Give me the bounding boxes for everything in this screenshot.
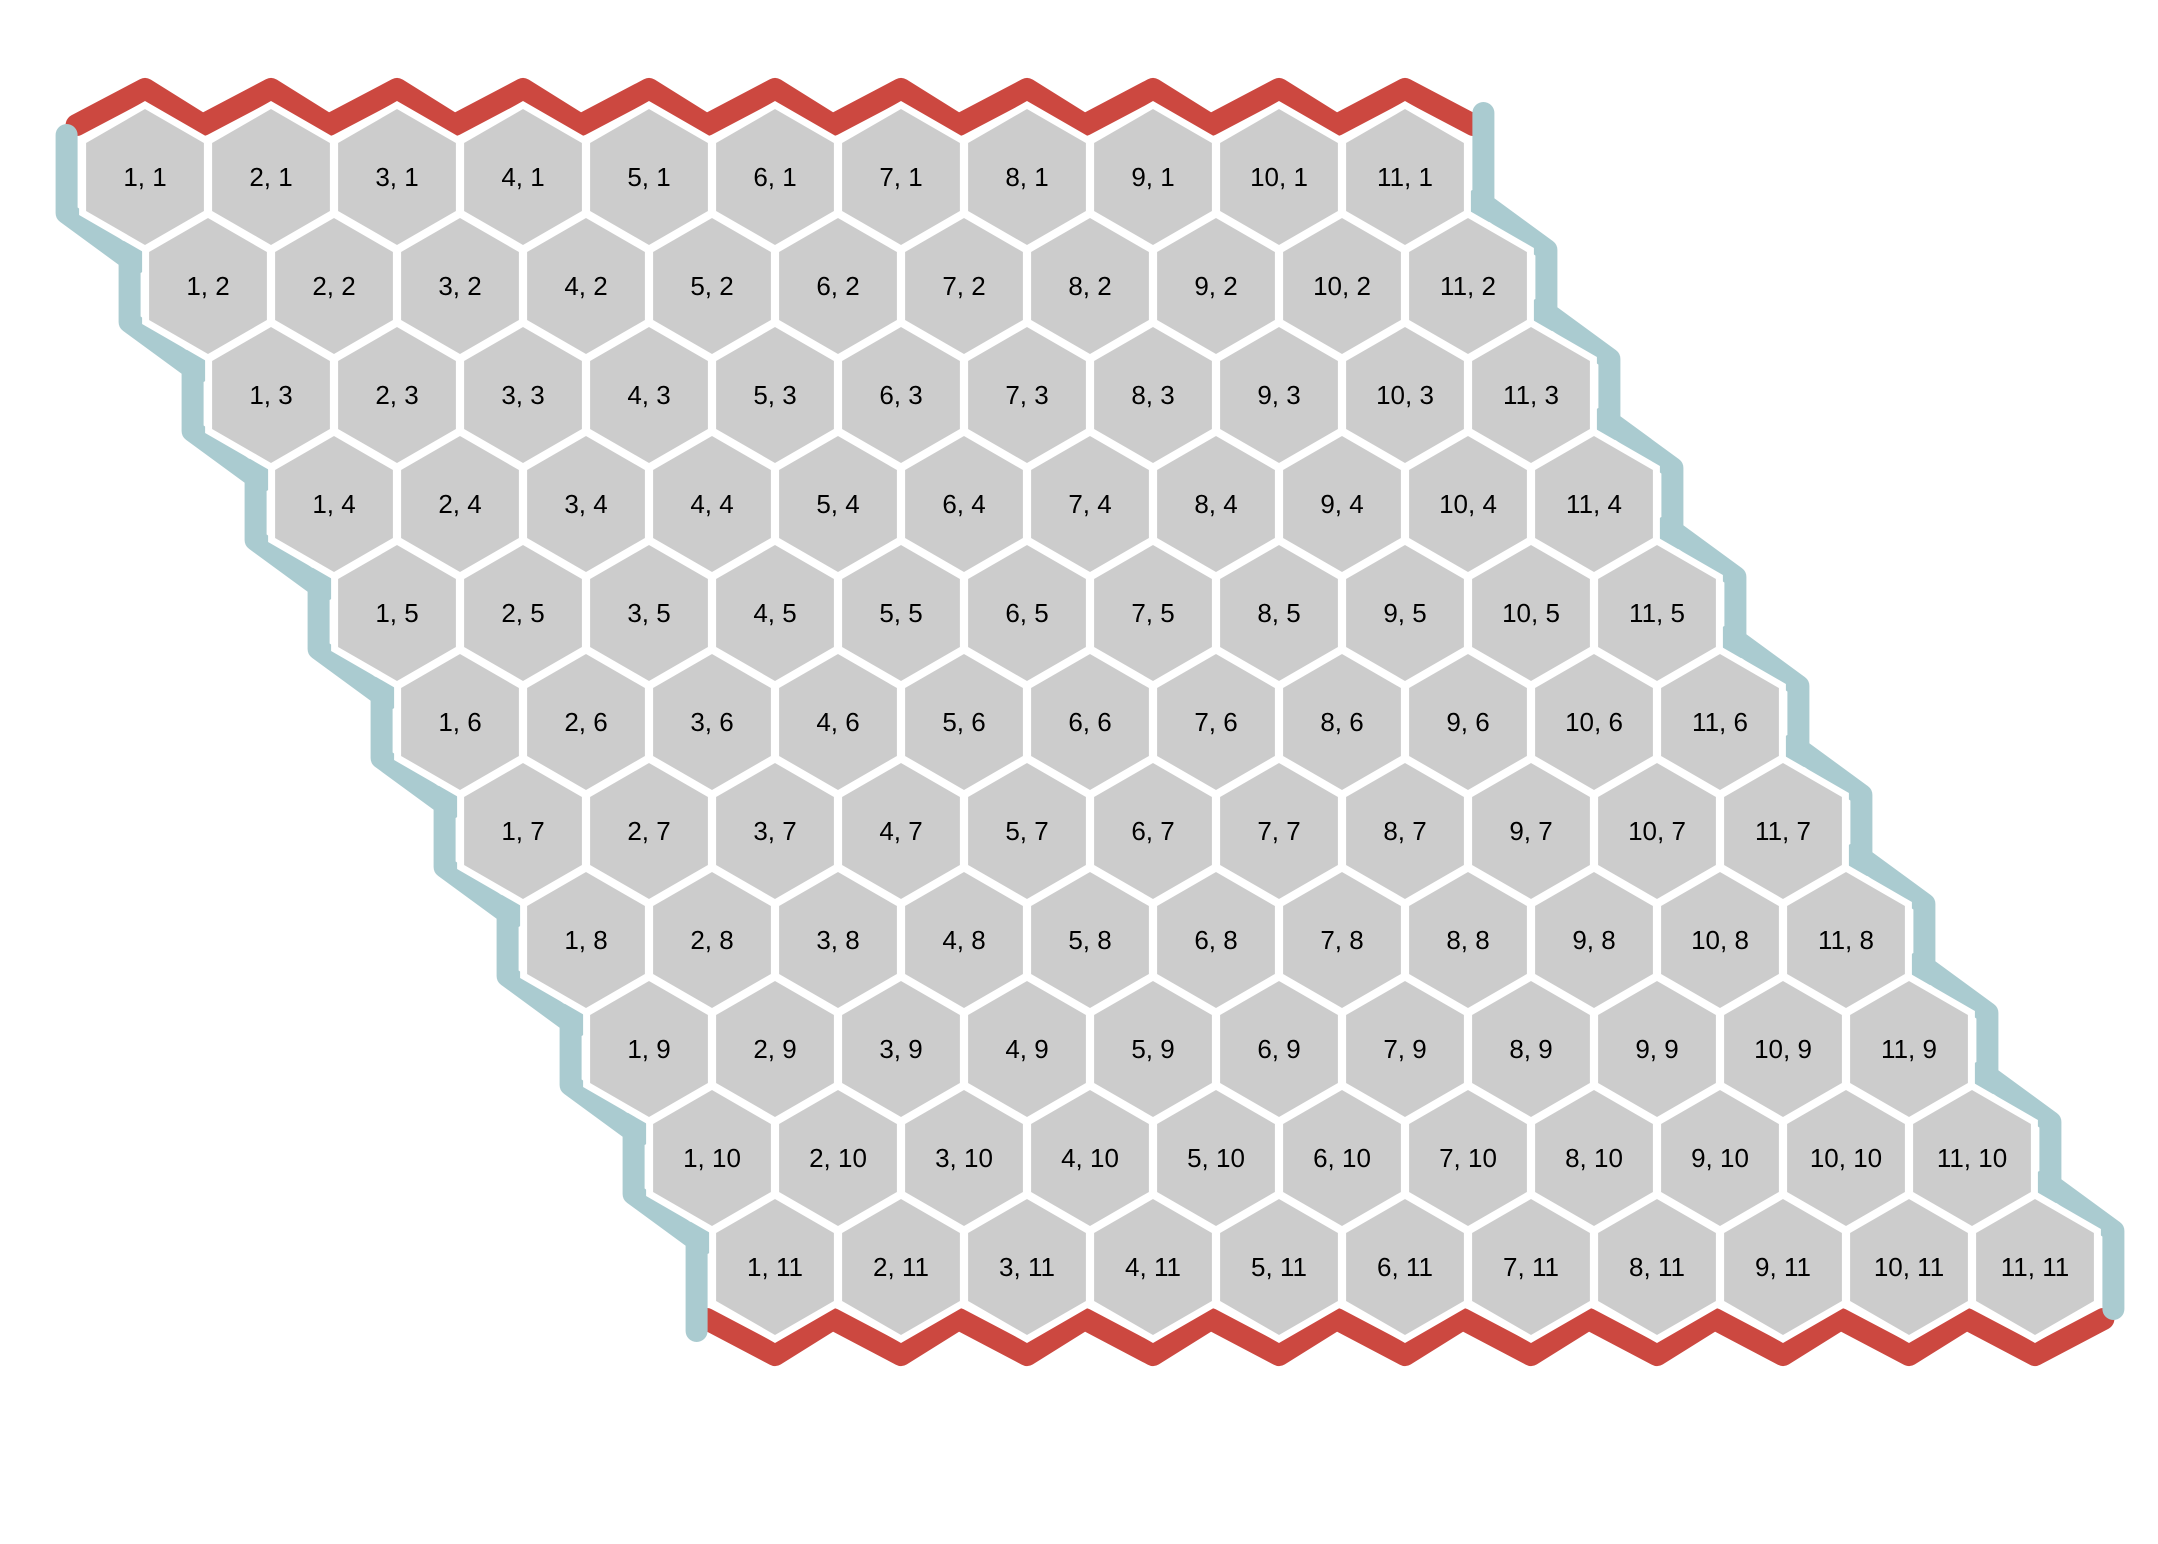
hex-cell-label: 5, 3 (753, 379, 797, 410)
hex-cell-label: 8, 1 (1005, 161, 1049, 192)
hex-cell-label: 1, 3 (249, 379, 293, 410)
hex-cell-label: 8, 4 (1194, 488, 1238, 519)
hex-cell-label: 4, 3 (627, 379, 671, 410)
hex-cell-label: 9, 7 (1509, 815, 1553, 846)
hex-cell-label: 3, 10 (935, 1142, 993, 1173)
hex-cell[interactable] (1721, 1195, 1846, 1339)
hex-cell-label: 7, 2 (942, 270, 986, 301)
hex-cell-label: 11, 5 (1629, 597, 1685, 628)
hex-cell-label: 6, 3 (879, 379, 923, 410)
hex-cell-label: 11, 6 (1692, 706, 1748, 737)
hex-cell-label: 5, 7 (1005, 815, 1049, 846)
hex-cell-label: 3, 1 (375, 161, 419, 192)
hex-cell-label: 5, 11 (1251, 1251, 1307, 1282)
hex-cell-label: 4, 2 (564, 270, 608, 301)
hex-cell-label: 8, 11 (1629, 1251, 1685, 1282)
hex-cell-label: 2, 11 (873, 1251, 929, 1282)
hex-cell-label: 9, 8 (1572, 924, 1616, 955)
hex-cell-label: 2, 10 (809, 1142, 867, 1173)
hex-cell-label: 2, 8 (690, 924, 734, 955)
hex-cell-label: 7, 5 (1131, 597, 1175, 628)
hex-cell-label: 2, 3 (375, 379, 419, 410)
hex-cell-label: 3, 8 (816, 924, 860, 955)
hex-cell[interactable] (1217, 1195, 1342, 1339)
hex-cell[interactable] (1343, 1195, 1468, 1339)
hex-cell-label: 7, 4 (1068, 488, 1112, 519)
hex-cell-label: 6, 11 (1377, 1251, 1433, 1282)
hex-cell-label: 9, 6 (1446, 706, 1490, 737)
hex-cell-label: 10, 4 (1439, 488, 1497, 519)
hex-cell-label: 5, 6 (942, 706, 986, 737)
hex-cell-label: 2, 5 (501, 597, 545, 628)
hex-cell-label: 6, 4 (942, 488, 986, 519)
hex-cell-label: 3, 9 (879, 1033, 923, 1064)
hex-cell-label: 6, 7 (1131, 815, 1175, 846)
hex-cell-label: 6, 8 (1194, 924, 1238, 955)
hex-cell-label: 10, 5 (1502, 597, 1560, 628)
hex-cell-label: 1, 4 (312, 488, 356, 519)
hex-cell[interactable] (713, 1195, 838, 1339)
hex-cell[interactable] (839, 1195, 964, 1339)
hex-cell-label: 6, 1 (753, 161, 797, 192)
hex-cell-label: 10, 3 (1376, 379, 1434, 410)
hex-cell-label: 11, 10 (1936, 1142, 2008, 1173)
hex-cell-label: 4, 10 (1061, 1142, 1119, 1173)
hex-cell-label: 5, 9 (1131, 1033, 1175, 1064)
hex-cell-label: 4, 5 (753, 597, 797, 628)
hex-cell-label: 10, 11 (1873, 1251, 1945, 1282)
hex-cell-label: 6, 10 (1313, 1142, 1371, 1173)
hex-cell-label: 1, 7 (501, 815, 545, 846)
hex-cell-label: 9, 5 (1383, 597, 1427, 628)
hex-cell-label: 11, 9 (1881, 1033, 1937, 1064)
hex-cell-label: 3, 2 (438, 270, 482, 301)
hex-cell-label: 3, 11 (999, 1251, 1055, 1282)
hex-cell-label: 2, 4 (438, 488, 482, 519)
hex-cell-label: 7, 1 (879, 161, 923, 192)
hex-cell-label: 11, 1 (1377, 161, 1433, 192)
hex-cell-label: 4, 6 (816, 706, 860, 737)
hex-cell-label: 5, 5 (879, 597, 923, 628)
hex-cell-label: 9, 4 (1320, 488, 1364, 519)
hex-cell-label: 10, 8 (1691, 924, 1749, 955)
hex-cell-label: 5, 2 (690, 270, 734, 301)
hex-cell-label: 8, 7 (1383, 815, 1427, 846)
hex-cell-label: 1, 5 (375, 597, 419, 628)
hex-cell-label: 7, 7 (1257, 815, 1301, 846)
hex-cell-label: 10, 1 (1250, 161, 1308, 192)
hex-cell-label: 4, 8 (942, 924, 986, 955)
hex-cell-label: 2, 2 (312, 270, 356, 301)
hex-cell-label: 2, 1 (249, 161, 293, 192)
hex-cell-label: 7, 10 (1439, 1142, 1497, 1173)
hex-cell-label: 2, 9 (753, 1033, 797, 1064)
hex-cell-label: 10, 10 (1809, 1142, 1883, 1173)
hex-cell-label: 3, 3 (501, 379, 545, 410)
hex-cell-label: 6, 6 (1068, 706, 1112, 737)
hex-cell[interactable] (1469, 1195, 1594, 1339)
hex-cell-label: 2, 7 (627, 815, 671, 846)
hex-cell-label: 7, 3 (1005, 379, 1049, 410)
hex-cell-label: 1, 6 (438, 706, 482, 737)
hex-cell-label: 2, 6 (564, 706, 608, 737)
hex-cell-label: 11, 3 (1503, 379, 1559, 410)
hex-cell-label: 7, 11 (1503, 1251, 1559, 1282)
hex-cell-label: 5, 8 (1068, 924, 1112, 955)
hex-cell-label: 10, 2 (1313, 270, 1371, 301)
hex-cell-label: 9, 10 (1691, 1142, 1749, 1173)
hex-cell-label: 7, 9 (1383, 1033, 1427, 1064)
hex-cell-label: 9, 2 (1194, 270, 1238, 301)
hex-cell-label: 8, 9 (1509, 1033, 1553, 1064)
hex-cell[interactable] (1595, 1195, 1720, 1339)
hex-cell-label: 7, 6 (1194, 706, 1238, 737)
hex-cell-label: 9, 1 (1131, 161, 1175, 192)
hex-cell-label: 4, 4 (690, 488, 734, 519)
hex-cell-label: 10, 6 (1565, 706, 1623, 737)
hex-cell[interactable] (1091, 1195, 1216, 1339)
hex-cell-label: 4, 7 (879, 815, 923, 846)
hex-cell-label: 11, 11 (2000, 1251, 2070, 1282)
hex-cell-label: 11, 2 (1440, 270, 1496, 301)
hex-cell[interactable] (1847, 1195, 1972, 1339)
hex-cell-label: 1, 1 (123, 161, 167, 192)
hex-cell-label: 3, 7 (753, 815, 797, 846)
hex-cell-label: 11, 4 (1566, 488, 1622, 519)
hex-cell-label: 11, 7 (1755, 815, 1811, 846)
hex-cell-label: 5, 4 (816, 488, 860, 519)
hex-cell[interactable] (965, 1195, 1090, 1339)
hex-cell-label: 3, 5 (627, 597, 671, 628)
hex-cell-label: 6, 2 (816, 270, 860, 301)
hex-cell-label: 10, 9 (1754, 1033, 1812, 1064)
hex-cell-label: 6, 9 (1257, 1033, 1301, 1064)
hex-cell-label: 8, 10 (1565, 1142, 1623, 1173)
hex-cell-label: 1, 2 (186, 270, 230, 301)
hex-cell-label: 5, 10 (1187, 1142, 1245, 1173)
hex-cell-label: 9, 3 (1257, 379, 1301, 410)
hex-cell-label: 4, 9 (1005, 1033, 1049, 1064)
hex-cell-label: 9, 11 (1755, 1251, 1811, 1282)
hex-cell-label: 9, 9 (1635, 1033, 1679, 1064)
hex-cell-label: 1, 11 (747, 1251, 803, 1282)
hex-cell-label: 1, 8 (564, 924, 608, 955)
hex-cell-label: 8, 3 (1131, 379, 1175, 410)
hex-cell-label: 11, 8 (1818, 924, 1874, 955)
hex-cell-label: 8, 8 (1446, 924, 1490, 955)
hex-cell-label: 8, 5 (1257, 597, 1301, 628)
hex-cell-label: 5, 1 (627, 161, 671, 192)
hex-cell-label: 10, 7 (1628, 815, 1686, 846)
hex-cell-label: 7, 8 (1320, 924, 1364, 955)
hex-cell[interactable] (1973, 1195, 2098, 1339)
hex-cell-label: 8, 6 (1320, 706, 1364, 737)
hex-cell-label: 3, 4 (564, 488, 608, 519)
hex-cell-label: 6, 5 (1005, 597, 1049, 628)
hex-cell-label: 1, 9 (627, 1033, 671, 1064)
hex-cell-label: 1, 10 (683, 1142, 741, 1173)
hex-cell-label: 3, 6 (690, 706, 734, 737)
hex-cell-label: 4, 11 (1125, 1251, 1181, 1282)
hex-cell-label: 8, 2 (1068, 270, 1112, 301)
hex-cell-label: 4, 1 (501, 161, 545, 192)
